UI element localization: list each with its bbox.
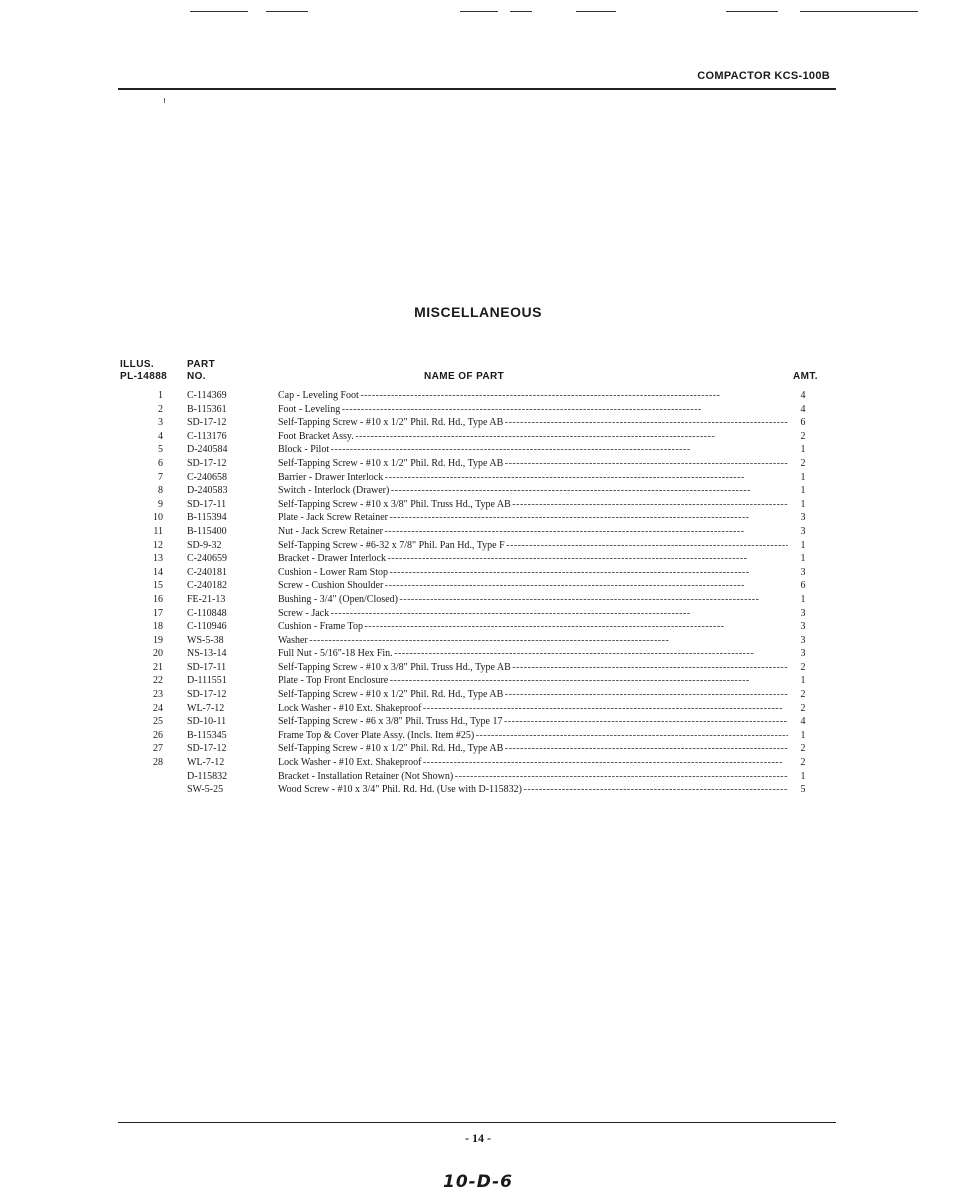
part-name: Bushing - 3/4" (Open/Closed) - - - <box>278 593 788 607</box>
parts-row <box>0 674 956 688</box>
parts-row <box>0 783 956 797</box>
part-number: D-240583 <box>187 485 228 497</box>
part-amount: 4 <box>800 390 806 401</box>
part-name: Switch - Interlock (Drawer) - - - <box>278 484 788 498</box>
parts-row <box>0 756 956 770</box>
part-number: C-240182 <box>187 580 227 592</box>
illus-number: 6 <box>158 457 163 469</box>
part-name: Screw - Cushion Shoulder - - - <box>278 579 788 593</box>
part-name: Lock Washer - #10 Ext. Shakeproof - - - <box>278 756 788 770</box>
illus-number: 15 <box>153 580 163 592</box>
column-header-part-line1: PART <box>187 359 216 370</box>
part-amount: 2 <box>800 757 806 769</box>
illus-number: 24 <box>153 702 163 714</box>
part-number: D-111551 <box>187 675 227 687</box>
part-amount: 1 <box>800 770 806 782</box>
illus-number: 14 <box>153 566 163 578</box>
part-amount: 2 <box>800 743 806 755</box>
column-header-name: NAME OF PART <box>424 371 505 382</box>
parts-row <box>0 552 956 566</box>
part-name: Lock Washer - #10 Ext. Shakeproof - - - <box>278 702 788 716</box>
column-header-part <box>187 359 215 383</box>
part-amount: 1 <box>800 485 806 497</box>
illus-number: 27 <box>153 743 163 755</box>
parts-row <box>0 471 956 485</box>
part-number: WL-7-12 <box>187 757 225 769</box>
part-amount: 4 <box>800 403 806 415</box>
column-header-illus-line2: PL-14888 <box>120 371 168 382</box>
scan-artifact-line <box>726 11 778 12</box>
part-amount: 3 <box>800 634 806 646</box>
scan-artifact-line <box>576 11 616 12</box>
part-name: Full Nut - 5/16"-18 Hex Fin. - - - <box>278 647 788 661</box>
part-amount: 3 <box>800 512 806 524</box>
parts-row <box>0 403 956 417</box>
illus-number: 17 <box>153 607 163 619</box>
scan-artifact-mark <box>164 98 165 103</box>
illus-number: 18 <box>153 621 163 633</box>
parts-row <box>0 715 956 729</box>
part-number: SD-17-12 <box>187 689 227 701</box>
part-name: Plate - Jack Screw Retainer - - - <box>278 511 788 525</box>
parts-row <box>0 525 956 539</box>
part-amount: 1 <box>800 539 806 551</box>
part-number: SD-17-12 <box>187 743 227 755</box>
scan-artifact-line <box>190 11 248 12</box>
part-name: Block - Pilot - - - <box>278 443 788 457</box>
illus-number: 5 <box>158 444 163 456</box>
column-header-illus-line1: ILLUS. <box>120 359 155 370</box>
part-number: SW-5-25 <box>187 784 224 796</box>
parts-row <box>0 647 956 661</box>
part-number: SD-17-12 <box>187 417 227 429</box>
illus-number: 12 <box>153 539 163 551</box>
part-amount: 1 <box>800 498 806 510</box>
part-name: Self-Tapping Screw - #10 x 3/8" Phil. Truss Hd., Type AB - - - <box>278 498 788 512</box>
part-number: B-115361 <box>187 403 227 415</box>
part-number: SD-17-11 <box>187 661 227 673</box>
parts-row <box>0 593 956 607</box>
part-name: Screw - Jack - - - <box>278 607 788 621</box>
part-name: Self-Tapping Screw - #10 x 1/2" Phil. Rd. Hd., Type AB - - - <box>278 688 788 702</box>
part-number: SD-17-12 <box>187 457 227 469</box>
part-number: WL-7-12 <box>187 702 225 714</box>
parts-row <box>0 742 956 756</box>
illus-number: 9 <box>158 498 163 510</box>
part-name: Bracket - Installation Retainer (Not Shown) - - - <box>278 770 788 784</box>
parts-row <box>0 620 956 634</box>
part-name: Foot - Leveling - - - <box>278 403 788 417</box>
part-name: Cushion - Frame Top - - - <box>278 620 788 634</box>
column-header-part-line2: NO. <box>187 371 206 382</box>
part-number: SD-17-11 <box>187 498 227 510</box>
part-amount: 1 <box>800 593 806 605</box>
part-number: B-115345 <box>187 729 227 741</box>
parts-row <box>0 416 956 430</box>
part-name: Bracket - Drawer Interlock - - - <box>278 552 788 566</box>
part-number: C-110848 <box>187 607 227 619</box>
illus-number: 22 <box>153 675 163 687</box>
illus-number: 26 <box>153 729 163 741</box>
parts-row <box>0 770 956 784</box>
illus-number: 4 <box>158 430 163 442</box>
parts-row <box>0 457 956 471</box>
part-number: B-115394 <box>187 512 227 524</box>
part-number: C-240181 <box>187 566 227 578</box>
parts-row <box>0 498 956 512</box>
scan-artifact-line <box>460 11 498 12</box>
parts-row <box>0 661 956 675</box>
part-amount: 1 <box>800 729 806 741</box>
parts-row <box>0 607 956 621</box>
part-number: C-240658 <box>187 471 227 483</box>
illus-number: 13 <box>153 553 163 565</box>
part-name: Wood Screw - #10 x 3/4" Phil. Rd. Hd. (Use with D-115832) - - - <box>278 783 788 797</box>
parts-row <box>0 539 956 553</box>
illus-number: 25 <box>153 716 163 728</box>
part-number: SD-10-11 <box>187 716 227 728</box>
illus-number: 23 <box>153 689 163 701</box>
illus-number: 21 <box>153 661 163 673</box>
part-amount: 1 <box>800 553 806 565</box>
part-name: Barrier - Drawer Interlock - - - <box>278 471 788 485</box>
illus-number: 20 <box>153 648 163 660</box>
header-rule <box>118 88 836 90</box>
part-amount: 6 <box>800 580 806 592</box>
part-amount: 2 <box>800 430 806 442</box>
part-name: Self-Tapping Screw - #10 x 1/2" Phil. Rd. Hd., Type AB - - - <box>278 457 788 471</box>
part-amount: 2 <box>800 689 806 701</box>
parts-row <box>0 430 956 444</box>
footer-rule <box>118 1122 836 1123</box>
part-amount: 3 <box>800 566 806 578</box>
part-number: WS-5-38 <box>187 634 224 646</box>
part-name: Self-Tapping Screw - #10 x 1/2" Phil. Rd. Hd., Type AB - - - <box>278 416 788 430</box>
part-number: B-115400 <box>187 525 227 537</box>
part-amount: 3 <box>800 621 806 633</box>
part-name: Foot Bracket Assy. - - - <box>278 430 788 444</box>
illus-number: 10 <box>153 512 163 524</box>
part-amount: 4 <box>800 716 806 728</box>
part-amount: 5 <box>800 784 806 796</box>
scan-artifact-line <box>800 11 918 12</box>
parts-row <box>0 511 956 525</box>
part-name: Frame Top & Cover Plate Assy. (Incls. Item #25) - - - <box>278 729 788 743</box>
part-name: Self-Tapping Screw - #10 x 3/8" Phil. Truss Hd., Type AB - - - <box>278 661 788 675</box>
part-number: D-115832 <box>187 770 228 782</box>
part-amount: 1 <box>800 675 806 687</box>
parts-row <box>0 579 956 593</box>
page-number: - 14 - <box>465 1131 491 1145</box>
document-header-title: COMPACTOR KCS-100B <box>697 70 830 82</box>
part-amount: 2 <box>800 457 806 469</box>
illus-number: 16 <box>153 593 163 605</box>
illus-number: 8 <box>158 485 163 497</box>
scan-artifact-line <box>266 11 308 12</box>
parts-row <box>0 443 956 457</box>
part-amount: 3 <box>800 648 806 660</box>
part-name: Plate - Top Front Enclosure - - - <box>278 674 788 688</box>
parts-list <box>0 389 956 797</box>
part-name: Cap - Leveling Foot - - - <box>278 389 788 403</box>
column-header-amt: AMT. <box>793 371 818 382</box>
parts-row <box>0 688 956 702</box>
part-name: Self-Tapping Screw - #10 x 1/2" Phil. Rd. Hd., Type AB - - - <box>278 742 788 756</box>
part-number: C-113176 <box>187 430 227 442</box>
scan-artifact-line <box>510 11 532 12</box>
illus-number: 19 <box>153 634 163 646</box>
part-number: C-240659 <box>187 553 227 565</box>
handwritten-note: 10-D-6 <box>442 1172 514 1192</box>
part-amount: 3 <box>800 525 806 537</box>
parts-row <box>0 729 956 743</box>
part-amount: 2 <box>800 702 806 714</box>
part-name: Cushion - Lower Ram Stop - - - <box>278 566 788 580</box>
part-number: C-114369 <box>187 390 227 401</box>
part-amount: 1 <box>800 471 806 483</box>
part-name: Washer - - - <box>278 634 788 648</box>
part-number: SD-9-32 <box>187 539 222 551</box>
illus-number: 7 <box>158 471 163 483</box>
section-title: MISCELLANEOUS <box>414 304 542 320</box>
parts-row <box>0 484 956 498</box>
part-number: C-110946 <box>187 621 227 633</box>
illus-number: 11 <box>153 525 163 537</box>
part-name: Self-Tapping Screw - #6-32 x 7/8" Phil. Pan Hd., Type F - - - <box>278 539 788 553</box>
illus-number: 1 <box>158 390 163 401</box>
part-amount: 2 <box>800 661 806 673</box>
part-number: D-240584 <box>187 444 228 456</box>
part-number: NS-13-14 <box>187 648 227 660</box>
part-number: FE-21-13 <box>187 593 226 605</box>
part-amount: 1 <box>800 444 806 456</box>
parts-row <box>0 389 956 403</box>
parts-row <box>0 702 956 716</box>
illus-number: 28 <box>153 757 163 769</box>
part-amount: 3 <box>800 607 806 619</box>
illus-number: 2 <box>158 403 163 415</box>
part-name: Nut - Jack Screw Retainer - - - <box>278 525 788 539</box>
parts-row <box>0 634 956 648</box>
column-header-illus <box>120 359 167 383</box>
parts-row <box>0 566 956 580</box>
part-amount: 6 <box>800 417 806 429</box>
illus-number: 3 <box>158 417 163 429</box>
part-name: Self-Tapping Screw - #6 x 3/8" Phil. Truss Hd., Type 17 - - - <box>278 715 788 729</box>
